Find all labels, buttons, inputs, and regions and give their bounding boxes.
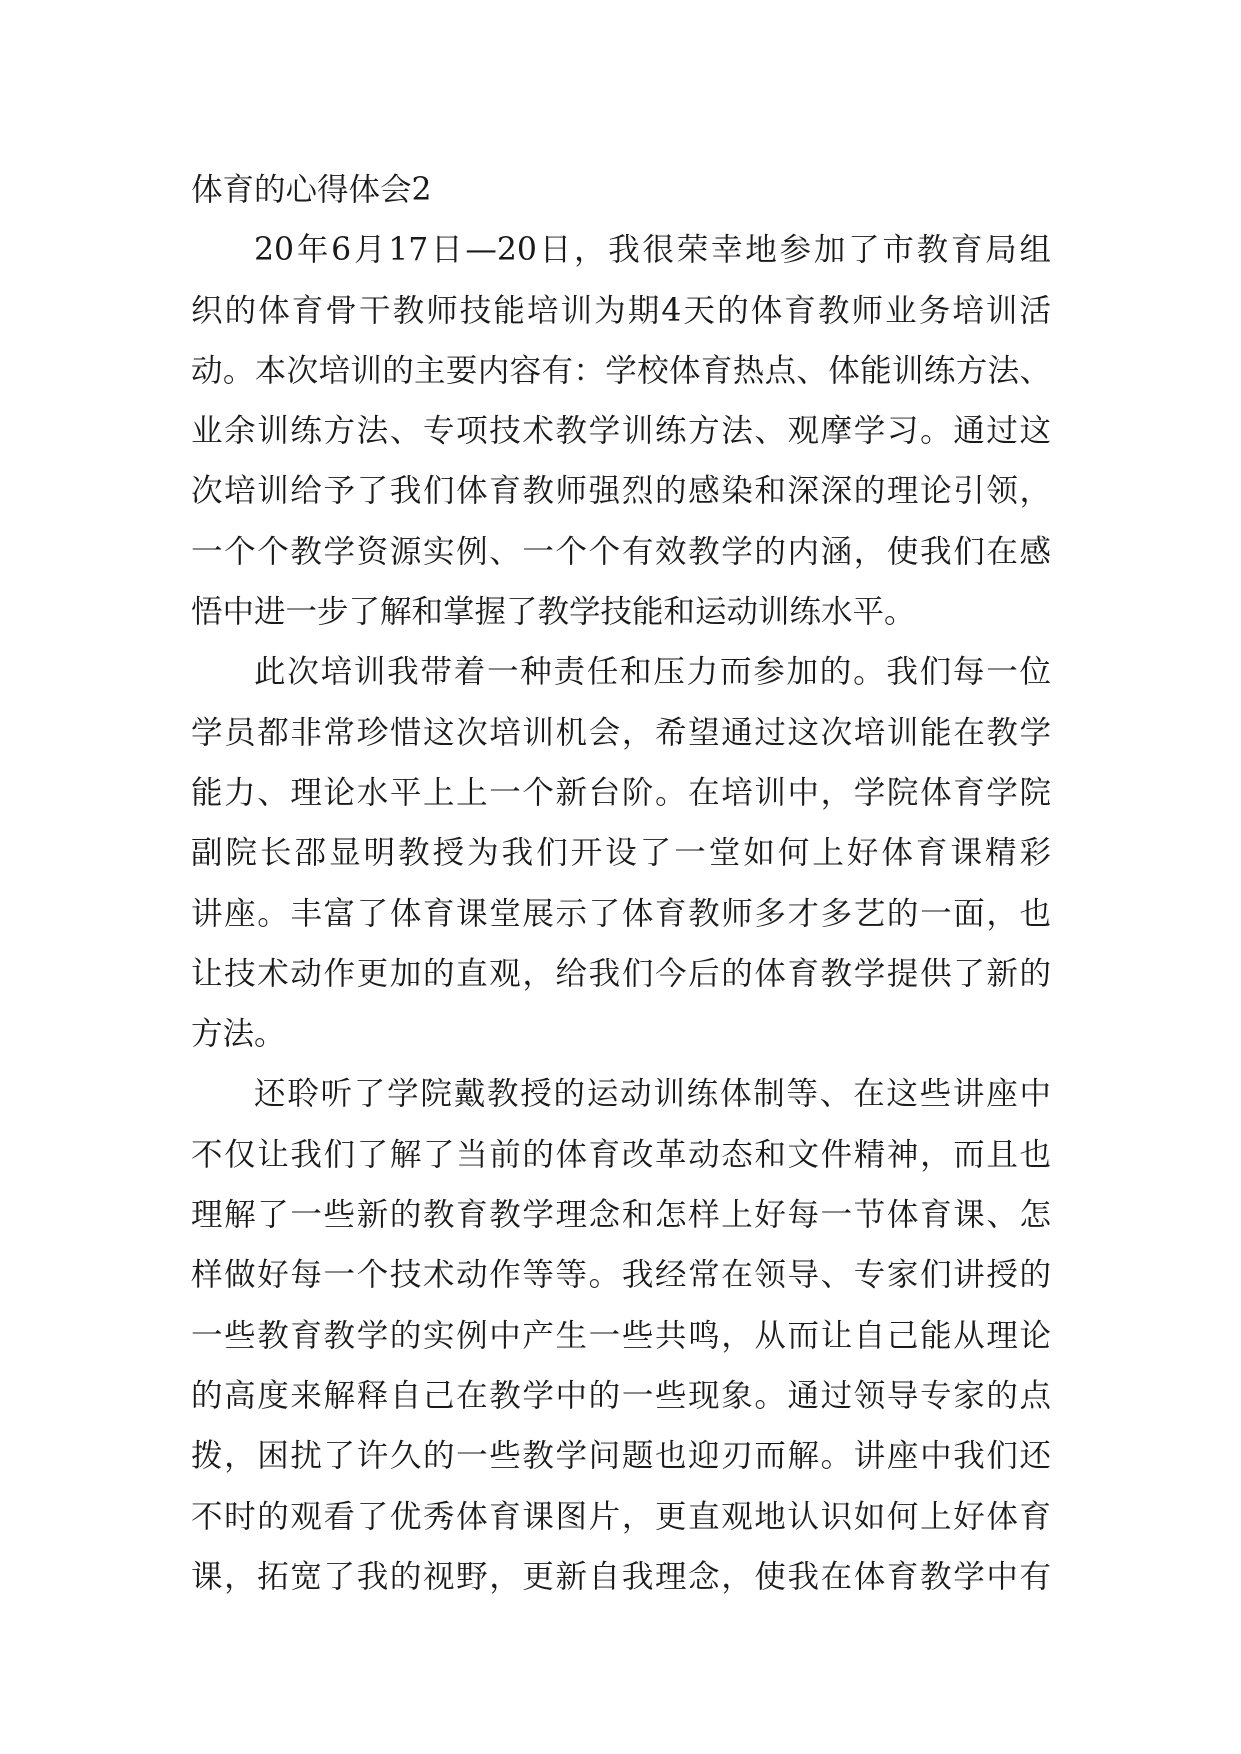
paragraph-line: 次培训给予了我们体育教师强烈的感染和深深的理论引领， — [191, 473, 1051, 510]
paragraph-line: 学员都非常珍惜这次培训机会，希望通过这次培训能在教学 — [191, 714, 1051, 751]
paragraph-line: 课，拓宽了我的视野，更新自我理念，使我在体育教学中有 — [191, 1558, 1051, 1595]
paragraph-line: 一些教育教学的实例中产生一些共鸣，从而让自己能从理论 — [191, 1317, 1051, 1354]
paragraph-line: 不仅让我们了解了当前的体育改革动态和文件精神，而且也 — [191, 1136, 1051, 1173]
paragraph-2 — [191, 642, 1051, 1064]
paragraph-line: 样做好每一个技术动作等等。我经常在领导、专家们讲授的 — [191, 1257, 1051, 1294]
paragraph-line: 此次培训我带着一种责任和压力而参加的。我们每一位 — [254, 654, 1051, 691]
paragraph-line: 不时的观看了优秀体育课图片，更直观地认识如何上好体育 — [191, 1498, 1051, 1535]
paragraph-line: 20年6月17日—20日，我很荣幸地参加了市教育局组 — [254, 232, 1051, 269]
paragraph-3 — [191, 1064, 1051, 1607]
paragraph-line: 副院长邵显明教授为我们开设了一堂如何上好体育课精彩 — [191, 835, 1051, 872]
paragraph-line: 理解了一些新的教育教学理念和怎样上好每一节体育课、怎 — [191, 1197, 1051, 1234]
paragraph-line: 业余训练方法、专项技术教学训练方法、观摩学习。通过这 — [191, 413, 1051, 450]
paragraph-line: 能力、理论水平上上一个新台阶。在培训中，学院体育学院 — [191, 774, 1051, 811]
paragraph-line: 让技术动作更加的直观，给我们今后的体育教学提供了新的 — [191, 955, 1051, 992]
paragraph-line: 一个个教学资源实例、一个个有效教学的内涵，使我们在感 — [191, 533, 1051, 570]
paragraph-line: 拨，困扰了许久的一些教学问题也迎刃而解。讲座中我们还 — [191, 1438, 1051, 1475]
paragraph-line: 方法。 — [191, 1016, 286, 1053]
paragraph-line: 动。本次培训的主要内容有：学校体育热点、体能训练方法、 — [191, 352, 1051, 389]
paragraph-line: 悟中进一步了解和掌握了教学技能和运动训练水平。 — [191, 594, 916, 631]
paragraph-line: 还聆听了学院戴教授的运动训练体制等、在这些讲座中 — [254, 1076, 1051, 1113]
document-body — [191, 160, 1051, 1607]
paragraph-line: 的高度来解释自己在教学中的一些现象。通过领导专家的点 — [191, 1377, 1051, 1414]
paragraph-line: 讲座。丰富了体育课堂展示了体育教师多才多艺的一面，也 — [191, 895, 1051, 932]
paragraph-1 — [191, 220, 1051, 642]
paragraph-line: 织的体育骨干教师技能培训为期4天的体育教师业务培训活 — [191, 292, 1051, 329]
document-title: 体育的心得体会2 — [191, 172, 432, 208]
